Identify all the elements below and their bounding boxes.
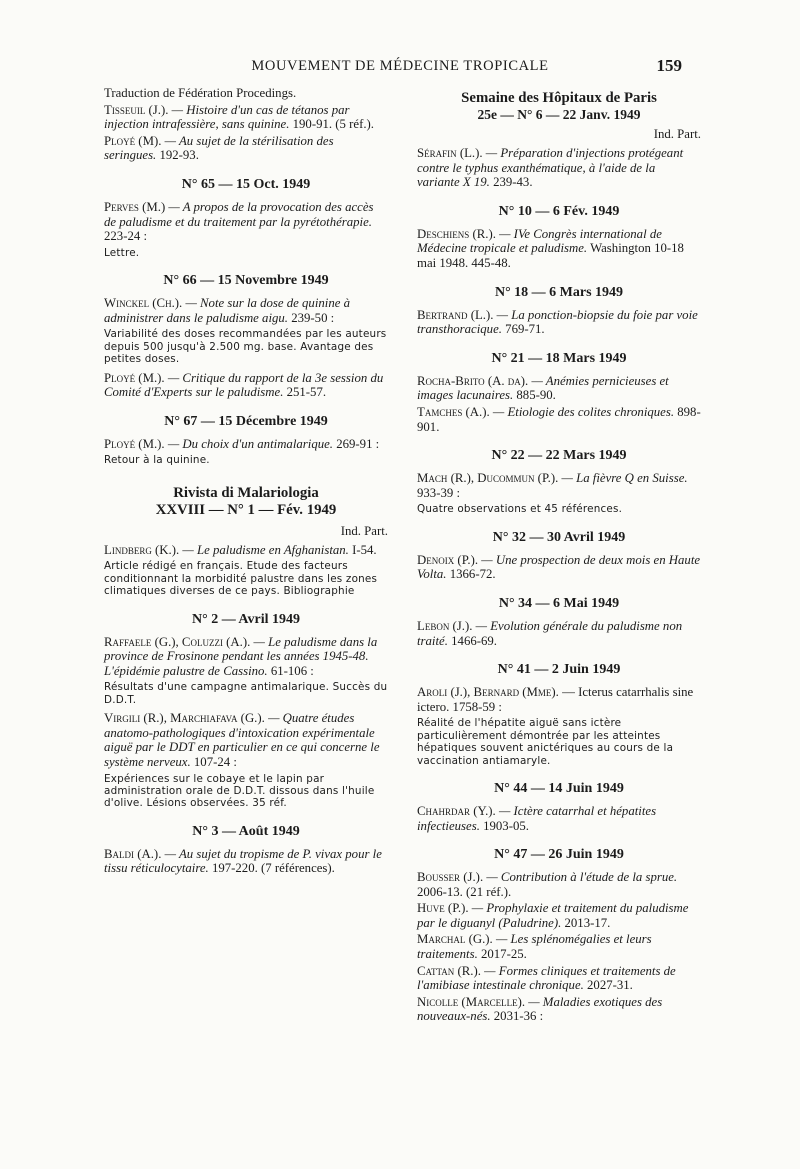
entry-title: — La fièvre Q en Suisse. — [561, 471, 688, 486]
entry-title: — Le paludisme dans la province de Frosinone pendant les années 1945-48. L'épidémie palustre de Cassino. — [104, 634, 378, 678]
entry-pages: 2006-13. (21 réf.). — [417, 884, 512, 899]
bibliography-entry — [417, 685, 701, 767]
entry-title: — Préparation d'injections protégeant contre le typhus exanthématique, à l'aide de la variante X 19. — [417, 146, 684, 190]
bibliography-entry — [417, 901, 701, 930]
entry-author: Denoix (P.). — [417, 552, 479, 567]
entry-pages: 2031-36 : — [493, 1009, 544, 1024]
entry-pages: 251-57. — [286, 385, 327, 400]
bibliography-entry — [417, 964, 701, 993]
entry-pages: 190-91. (5 réf.). — [292, 117, 374, 132]
entry-author: Ployé (M.). — [104, 436, 165, 451]
entry-pages: 197-220. (7 références). — [211, 861, 335, 876]
entry-author: Deschiens (R.). — [417, 226, 496, 241]
entry-abstract: Retour à la quinine. — [104, 454, 210, 467]
entry-author: Huve (P.). — [417, 901, 469, 916]
entry-author: Lindberg (K.). — [104, 542, 180, 557]
bibliography-entry — [417, 308, 701, 337]
entry-pages: 107-24 : — [193, 754, 237, 769]
entry-pages: 61-106 : — [270, 663, 314, 678]
journal-issue: XXVIII — N° 1 — Fév. 1949 — [155, 501, 337, 518]
entry-title: — Ictère catarrhal et hépatites infectieuses. — [417, 803, 657, 833]
issue-heading: N° 32 — 30 Avril 1949 — [492, 529, 626, 545]
entry-author: Raffaele (G.), Coluzzi (A.). — [104, 634, 251, 649]
bibliography-entry — [104, 371, 388, 400]
entry-pages: 2027-31. — [587, 978, 633, 993]
bibliography-entry — [417, 619, 701, 648]
bibliography-entry — [417, 553, 701, 582]
entry-author: Winckel (Ch.). — [104, 296, 183, 311]
entry-title: — Au sujet de la stérilisation des seringues. — [104, 133, 334, 163]
entry-title: — Histoire d'un cas de tétanos par injection intrafessière, sans quinine. — [104, 102, 350, 132]
entry-title: — Etiologie des colites chroniques. — [492, 404, 675, 419]
bibliography-entry — [417, 374, 701, 403]
entry-title: — IVe Congrès international de Médecine tropicale et paludisme. — [417, 226, 662, 256]
issue-heading: N° 44 — 14 Juin 1949 — [494, 780, 624, 796]
entry-title: — Evolution générale du paludisme non traité. — [417, 618, 683, 648]
bibliography-entry — [417, 405, 701, 434]
entry-title: — Le paludisme en Afghanistan. — [182, 542, 349, 557]
right-column — [417, 86, 701, 1026]
bibliography-entry — [104, 543, 388, 598]
issue-heading: N° 34 — 6 Mai 1949 — [498, 595, 620, 611]
bibliography-entry — [104, 296, 388, 365]
entry-author: Mach (R.), Ducommun (P.). — [417, 471, 559, 486]
entry-pages: 269-91 : — [336, 436, 380, 451]
entry-abstract: Expériences sur le cobaye et le lapin par administration orale de D.D.T. dissous dans l'huile d'olive. Lésions observées. 35 réf. — [104, 772, 375, 810]
issue-heading: N° 66 — 15 Novembre 1949 — [163, 273, 329, 289]
issue-heading: N° 18 — 6 Mars 1949 — [494, 284, 624, 300]
issue-heading: N° 21 — 18 Mars 1949 — [491, 350, 627, 366]
entry-author: Ployé (M.). — [104, 370, 165, 385]
bibliography-entry — [417, 804, 701, 833]
issue-heading: N° 3 — Août 1949 — [192, 823, 300, 839]
bibliography-entry — [104, 847, 388, 876]
entry-pages: 1758-59 : — [452, 699, 502, 714]
entry-title: — Du choix d'un antimalarique. — [167, 436, 334, 451]
entry-author: Cattan (R.). — [417, 963, 481, 978]
entry-abstract: Lettre. — [104, 246, 140, 259]
bibliography-entry — [104, 635, 388, 707]
entry-pages: 2017-25. — [480, 947, 527, 962]
entry-author: Sérafin (L.). — [417, 146, 483, 160]
entry-abstract: Réalité de l'hépatite aiguë sans ictère particulièrement démontrée par les atteintes hépatiques souvent anictériques au cours de la vaccination antiamaryle. — [417, 717, 674, 767]
entry-author: Aroli (J.), Bernard (Mme). — [417, 685, 559, 700]
entry-author: Chahrdar (Y.). — [417, 803, 496, 818]
entry-title: — Critique du rapport de la 3e session du Comité d'Experts sur le paludisme. — [104, 370, 384, 400]
entry-pages: I-54. — [352, 542, 377, 557]
entry-pages: 1903-05. — [483, 818, 529, 833]
journal-heading — [104, 485, 388, 519]
entry-author: Ployé (M). — [104, 133, 162, 148]
journal-name: Semaine des Hôpitaux de Paris — [461, 90, 657, 106]
entry-author: Virgili (R.), Marchiafava (G.). — [104, 711, 265, 726]
entry-pages: 239-43. — [493, 175, 533, 190]
entry-pages: 223-24 : — [104, 229, 148, 244]
entry-pages: 1366-72. — [449, 567, 496, 582]
intro-line: Traduction de Fédération Procedings. — [104, 86, 297, 100]
journal-heading — [417, 90, 701, 122]
running-title: MOUVEMENT DE MÉDECINE TROPICALE — [251, 58, 549, 74]
entry-title: — Formes cliniques et traitements de l'amibiase intestinale chronique. — [417, 963, 676, 993]
entry-abstract: Quatre observations et 45 références. — [417, 503, 623, 516]
entry-title: — Quatre études anatomo-pathologiques d'intoxication expérimentale aiguë par le DDT en particulier en ce qui concerne le système nerveux. — [104, 711, 380, 769]
entry-abstract: Résultats d'une campagne antimalarique. Succès du D.D.T. — [104, 681, 388, 706]
entry-author: Perves (M.) — [104, 199, 166, 214]
journal-issue: 25e — N° 6 — 22 Janv. 1949 — [477, 107, 641, 122]
entry-title: — Au sujet du tropisme de P. vivax pour le tissu réticulocytaire. — [104, 846, 382, 876]
bibliography-entry — [104, 437, 388, 467]
entry-title: — Anémies pernicieuses et images lacunaires. — [417, 373, 669, 403]
entry-author: Lebon (J.). — [417, 618, 473, 633]
entry-pages: 933-39 : — [417, 485, 461, 500]
entry-title: — Icterus catarrhalis sine ictero. — [417, 685, 694, 714]
ind-part-label: Ind. Part. — [340, 523, 388, 538]
entry-author: Nicolle (Marcelle). — [417, 994, 526, 1009]
entry-author: Rocha-Brito (A. da). — [417, 373, 529, 388]
issue-heading: N° 47 — 26 Juin 1949 — [494, 847, 624, 863]
entry-title: — Les splénomégalies et leurs traitements. — [417, 932, 652, 962]
entry-pages: 885-90. — [516, 388, 556, 403]
entry-title: — Maladies exotiques des nouveaux-nés. — [417, 994, 663, 1024]
entry-pages: 769-71. — [505, 322, 545, 337]
entry-author: Tisseuil (J.). — [104, 102, 169, 117]
entry-title: — Prophylaxie et traitement du paludisme par le diguanyl (Paludrine). — [417, 901, 689, 930]
bibliography-entry — [104, 711, 388, 810]
bibliography-entry — [417, 471, 701, 516]
issue-heading: N° 41 — 2 Juin 1949 — [497, 662, 621, 678]
entry-author: Bousser (J.). — [417, 870, 484, 885]
entry-author: Tamches (A.). — [417, 404, 490, 419]
bibliography-entry — [417, 227, 701, 271]
entry-pages: Washington 10-18 mai 1948. 445-48. — [417, 241, 684, 270]
running-head — [0, 56, 800, 80]
entry-title: — Note sur la dose de quinine à administrer dans le paludisme aigu. — [104, 296, 351, 325]
entry-pages: 1466-69. — [451, 633, 497, 648]
left-column — [104, 86, 388, 878]
bibliography-entry — [417, 995, 701, 1024]
entry-abstract: Article rédigé en français. Etude des facteurs conditionnant la morbidité palustre dans les zones climatiques diverses de ce pays. Bibliographie — [104, 560, 378, 598]
bibliography-entry — [104, 200, 388, 259]
entry-pages: 898-901. — [417, 404, 701, 434]
entry-author: Marchal (G.). — [417, 932, 493, 947]
issue-heading: N° 65 — 15 Oct. 1949 — [181, 176, 311, 192]
bibliography-entry — [417, 932, 701, 961]
entry-author: Baldi (A.). — [104, 846, 162, 861]
entry-pages: 2013-17. — [564, 915, 611, 930]
journal-name: Rivista di Malariologia — [173, 484, 319, 501]
entry-title: — La ponction-biopsie du foie par voie transthoracique. — [417, 307, 698, 337]
bibliography-entry — [104, 103, 388, 132]
issue-heading: N° 67 — 15 Décembre 1949 — [164, 413, 328, 429]
bibliography-entry — [417, 870, 701, 899]
entry-pages: 239-50 : — [291, 310, 335, 325]
entry-title: — Une prospection de deux mois en Haute Volta. — [417, 552, 701, 582]
entry-title: — A propos de la provocation des accès de paludisme et du traitement par la pyrétothérapie. — [104, 199, 374, 229]
entry-author: Bertrand (L.). — [417, 307, 494, 322]
issue-heading: N° 10 — 6 Fév. 1949 — [498, 203, 620, 219]
issue-heading: N° 2 — Avril 1949 — [191, 611, 300, 627]
bibliography-entry — [417, 146, 701, 190]
bibliography-entry — [104, 134, 388, 163]
ind-part-label: Ind. Part. — [653, 127, 701, 141]
entry-abstract: Variabilité des doses recommandées par les auteurs depuis 500 jusqu'à 2.500 mg. base. Avantage des petites doses. — [104, 328, 387, 366]
entry-title: — Contribution à l'étude de la sprue. — [486, 870, 678, 885]
issue-heading: N° 22 — 22 Mars 1949 — [491, 448, 627, 464]
page-number: 159 — [656, 56, 682, 75]
entry-pages: 192-93. — [159, 148, 199, 163]
